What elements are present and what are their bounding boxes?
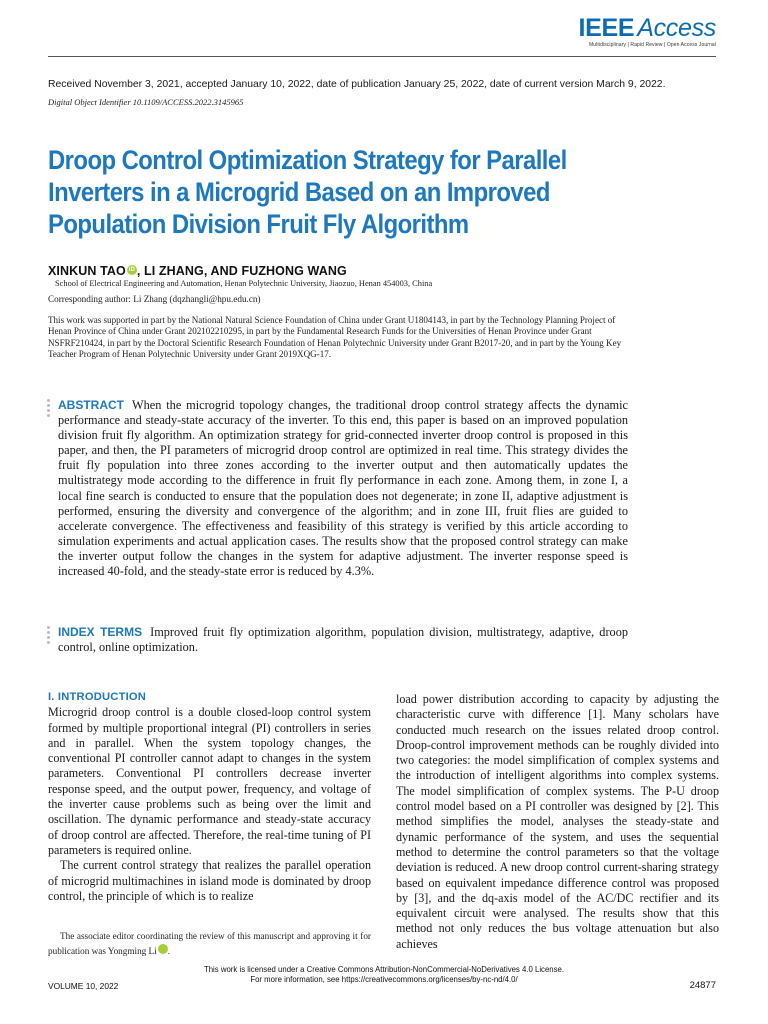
brand-tagline: Multidisciplinary | Rapid Review | Open Access Journal <box>589 42 716 48</box>
orcid-icon[interactable]: iD <box>128 267 135 273</box>
footnote-end: . <box>167 946 171 957</box>
brand-access: Access <box>637 14 716 42</box>
volume-label: VOLUME 10, 2022 <box>48 981 119 991</box>
index-terms <box>58 625 628 655</box>
journal-brand <box>578 14 716 48</box>
corresponding-author: Corresponding author: Li Zhang (dqzhangli@hpu.edu.cn) <box>48 294 261 304</box>
funding-statement: This work was supported in part by the National Natural Science Foundation of China under Grant U1804143, in part by the Technology Planning Project of Henan Province of China under Grant 202102210295, in part by the Fundamental Research Funds for the Universities of Henan Province under Grant NSFRF210424, in part by the Doctoral Scientific Research Foundation of Henan Polytechnic University under Grant B2017-20, and in part by the Young Key Teacher Program of Henan Polytechnic University under Grant 2019XQG-17. <box>48 315 622 359</box>
section-heading-introduction: I. INTRODUCTION <box>48 691 147 703</box>
intro-paragraph-1: Microgrid droop control is a double closed-loop control system formed by multiple proportional integral (PI) controllers in series and in parallel. When the system topology changes, the conventional PI controller cannot adapt to changes in the system parameters. Conventional PI controllers decrease inverter response speed, and the output power, frequency, and voltage of the inverter cause problems such as being over the limit and oscillation. The dynamic performance and steady-state accuracy of droop control are affected. Therefore, the real-time tuning of PI parameters is required online. <box>48 705 371 857</box>
doi[interactable]: Digital Object Identifier 10.1109/ACCESS.2022.3145965 <box>48 97 244 107</box>
index-terms-marker-icon <box>47 626 51 646</box>
license-line-1: This work is licensed under a Creative Commons Attribution-NonCommercial-NoDerivatives 4.0 License. <box>203 965 565 974</box>
intro-right-column <box>396 692 719 952</box>
author-rest: , LI ZHANG, AND FUZHONG WANG <box>136 264 347 278</box>
intro-paragraph-2: The current control strategy that realizes the parallel operation of microgrid multimachines in island mode is dominated by droop control, the principle of which is to realize <box>48 858 371 903</box>
footnote-text: The associate editor coordinating the review of this manuscript and approving it for publication was Yongming Li <box>48 931 371 957</box>
author-first[interactable]: XINKUN TAO <box>48 264 126 278</box>
index-terms-label: INDEX TERMS <box>58 625 143 639</box>
orcid-icon[interactable]: iD <box>158 944 168 954</box>
header-rule <box>48 56 716 57</box>
license-line-2[interactable]: For more information, see https://creativecommons.org/licenses/by-nc-nd/4.0/ <box>250 975 518 985</box>
affiliation: School of Electrical Engineering and Automation, Henan Polytechnic University, Jiaozuo, Henan 454003, China <box>55 279 433 288</box>
page-number: 24877 <box>689 980 716 991</box>
editor-footnote <box>48 929 371 959</box>
intro-paragraph-3: load power distribution according to capacity by adjusting the characteristic curve with difference [1]. Many scholars have conducted much research on the issues related droop control. Droop-control improvement methods can be roughly divided into two categories: the model simplification of complex systems and the introduction of intelligent algorithms into complex systems. The model simplification of complex systems. The P-U droop control model based on a PI controller was designed by [2]. This method simplifies the model, analyses the steady-state and dynamic performance of the system, and uses the sequential method to determine the control parameters so that the voltage deviation is reduced. A new droop control current-sharing strategy based on equivalent impedance difference control was proposed by [3], and the dq-axis model of the AC/DC rectifier and its equivalent circuit were analysed. The results show that this method not only reduces the bus voltage attenuation but also achieves <box>396 692 719 951</box>
paper-title: Droop Control Optimization Strategy for Parallel Inverters in a Microgrid Based on an Improved Population Division Fruit Fly Algorithm <box>48 145 567 239</box>
intro-left-column <box>48 690 371 904</box>
received-dates: Received November 3, 2021, accepted January 10, 2022, date of publication January 25, 2022, date of current version March 9, 2022. <box>48 79 666 90</box>
ieee-access-logo <box>578 14 716 42</box>
index-terms-text: Improved fruit fly optimization algorithm, population division, multistrategy, adaptive, droop control, online optimization. <box>58 625 628 655</box>
author-list <box>48 264 347 278</box>
abstract-text: When the microgrid topology changes, the traditional droop control strategy affects the dynamic performance and steady-state accuracy of the inverter. To this end, this paper is based on an improved population division fruit fly algorithm. An optimization strategy for grid-connected inverter droop control is proposed in this paper, and then, the PI parameters of microgrid droop control are optimized in real time. This strategy divides the fruit fly population into three zones according to the inverter output and then automatically updates the multistrategy mode according to the difference in fruit fly performance in each zone. Among them, in zone I, a local fine search is conducted to ensure that the population does not degenerate; in zone II, adaptive adjustment is performed, ensuring the diversity and convergence of the algorithm; and in zone III, fruit flies are guided to accelerate convergence. The effectiveness and feasibility of this strategy is verified by this article according to simulation experiments and actual application cases. The results show that the proposed control strategy can make the inverter output follow the changes in the system for adaptive adjustment. The inverter response speed is increased 40-fold, and the steady-state error is reduced by 4.3%. <box>58 398 628 579</box>
brand-ieee: IEEE <box>578 14 635 42</box>
abstract <box>58 398 628 579</box>
abstract-label: ABSTRACT <box>58 398 124 412</box>
abstract-marker-icon <box>47 399 51 419</box>
